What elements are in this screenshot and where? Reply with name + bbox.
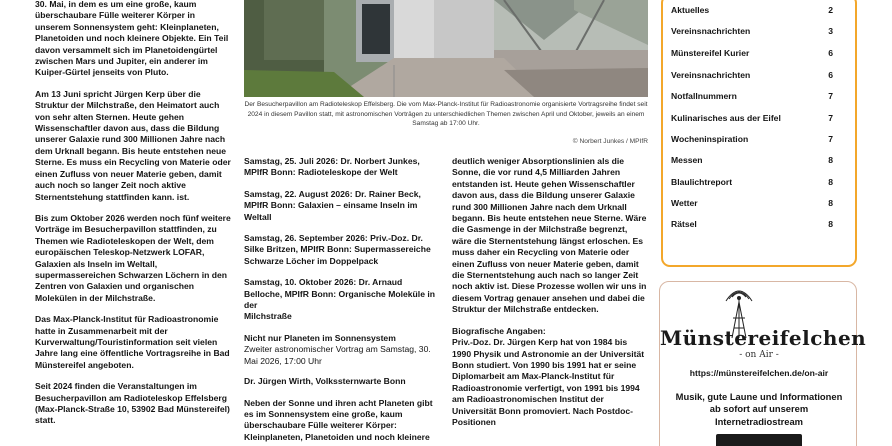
radio-tagline: - on Air - (739, 350, 779, 360)
section-title: Nicht nur Planeten im Sonnensystem (244, 332, 396, 343)
toc-item[interactable] (671, 219, 833, 229)
toc-label: Vereinsnachrichten (671, 26, 751, 36)
toc-page: 8 (828, 198, 833, 208)
toc-page: 8 (828, 219, 833, 229)
event-topic: MPIfR Bonn: Galaxien – einsame Inseln im Weltall (244, 200, 418, 222)
article-paragraph: Neben der Sonne und ihren acht Planeten gibt es im Sonnensystem eine große, kaum überschaubare Fülle weiterer Körper: Kleinplaneten, Planetoiden und noch kleinere (244, 397, 433, 442)
toc-item[interactable] (671, 155, 833, 165)
toc-item[interactable] (671, 113, 833, 123)
section-heading (244, 333, 442, 367)
toc-item[interactable] (671, 70, 833, 80)
event-topic: MPIfR Bonn: Radioteleskope der Welt (244, 167, 398, 178)
radio-logo-text: Münstereifelchen (660, 326, 867, 350)
contents-box (661, 0, 857, 267)
toc-item[interactable] (671, 5, 833, 15)
toc-label: Wetter (671, 198, 698, 208)
toc-page: 7 (828, 113, 833, 123)
event-entry (244, 189, 442, 223)
article-paragraph: 30. Mai, in dem es um eine große, kaum überschaubare Fülle weiterer Körper in unserem Sonnensystem geht: Kleinplaneten, Planetoiden und noch kleinere Objekte. Ein Teil davon versammelt sich im Planetoidengürtel zwischen Mars und Jupiter, ein anderer im Kuiper-Gürtel jenseits von Pluto. (35, 0, 229, 78)
toc-item[interactable] (671, 26, 833, 36)
article-column-left (35, 0, 233, 437)
toc-page: 7 (828, 91, 833, 101)
event-date: Samstag, 10. Oktober 2026: Dr. Arnaud Belloche, MPIfR Bonn: Organische Moleküle in der (244, 277, 435, 311)
toc-label: Vereinsnachrichten (671, 70, 751, 80)
toc-label: Rätsel (671, 219, 697, 229)
article-paragraph: deutlich weniger Absorptionslinien als die Sonne, die vor rund 4,5 Milliarden Jahren entstanden ist. Heute gehen Wissenschaftler davon aus, dass die Bildung unserer Galaxie rund 300 Millionen Jahre nach dem Urknall begann. Bis heute entstehen neue Sterne. Wäre die Gasmenge in der Milchstraße begrenzt, wäre die Sternentstehung längst erloschen. Es muss daher ein Recycling von Materie oder einen Zufluss von neuer Materie geben, damit die Sternentstehung auch nach so langer Zeit noch aktiv ist. Diese Prozesse wollen wir uns in diesem Vortrag genauer ansehen und dabei die Struktur der Milchstraße entdecken. (452, 156, 647, 315)
section-subtitle: Zweiter astronomischer Vortrag am Samstag, 30. Mai 2026, 17:00 Uhr (244, 344, 431, 366)
radio-description: Musik, gute Laune und Informationen ab sofort auf unserem Internetradiostream (675, 391, 843, 427)
toc-page: 2 (828, 5, 833, 15)
article-paragraph: Am 13 Juni spricht Jürgen Kerp über die Struktur der Milchstraße, den Heimatort auch von sehr alten Sternen. Heute gehen Wissenschaftler davon aus, dass die Bildung unserer Galaxie rund 300 Millionen Jahre nach dem Urknall begann. Bis heute entstehen neue Sterne. Es muss ein Recycling von Materie oder einen Zufluss von neuer Materie geben, damit auch noch so langer Zeit noch aktive Sternentstehung stattfinden kann. ist. (35, 88, 231, 202)
event-date: Samstag, 25. Juli 2026: Dr. Norbert Junkes, (244, 156, 420, 166)
event-entry (244, 277, 442, 323)
toc-item[interactable] (671, 198, 833, 208)
bio-text: Priv.-Doz. Dr. Jürgen Kerp hat von 1984 bis 1990 Physik und Astronomie an der Universität Bonn studiert. Von 1990 bis 1991 hat er seine Diplomarbeit am Max-Planck-Institut für Radioastronomie verfertigt, von 1991 bis 1994 am Radioastronomischen Institut der Universität Bonn promoviert. Nach Postdoc-Positionen (452, 337, 645, 427)
event-entry (244, 233, 442, 267)
radio-link[interactable]: https://münstereifelchen.de/on-air (689, 368, 829, 378)
toc-page: 6 (828, 48, 833, 58)
toc-label: Münstereifel Kurier (671, 48, 750, 58)
toc-item[interactable] (671, 134, 833, 144)
photo-caption: Der Besucherpavillon am Radioteleskop Effelsberg. Die vom Max-Planck-Institut für Radioastronomie organisierte Vortragsreihe findet seit 2024 in diesem Pavillon statt, mit astronomischen Vorträgen zu unterschiedlichen Themen zwischen April und Oktober, jeweils an einem Samstag ab 17:00 Uhr. (244, 101, 648, 128)
toc-page: 3 (828, 26, 833, 36)
event-topic: Silke Britzen, MPIfR Bonn: Supermassereiche Schwarze Löcher im Doppelpack (244, 244, 431, 266)
toc-item[interactable] (671, 48, 833, 58)
article-paragraph: Bis zum Oktober 2026 werden noch fünf weitere Vorträge im Besucherpavillon stattfinden, zu Themen wie Radioteleskopen der Welt, dem europäischen Teleskop-Netzwerk LOFAR, Galaxien als Inseln im Weltall, supermassereichen Schwarzen Löchern in den Zentren von Galaxien und organischen Molekülen in der Milchstraße. (35, 212, 231, 303)
radio-stream-button[interactable] (716, 434, 802, 446)
event-topic: Milchstraße (244, 311, 292, 322)
toc-label: Aktuelles (671, 5, 710, 15)
article-paragraph: Seit 2024 finden die Veranstaltungen im Besucherpavillon am Radioteleskop Effelsberg (Max-Planck-Straße 10, 53902 Bad Münstereifel) statt. (35, 381, 230, 426)
toc-item[interactable] (671, 177, 833, 187)
toc-page: 8 (828, 177, 833, 187)
toc-label: Wocheninspiration (671, 134, 749, 144)
toc-label: Notfallnummern (671, 91, 737, 101)
toc-label: Messen (671, 155, 703, 165)
bio-heading: Biografische Angaben: (452, 325, 546, 336)
toc-item[interactable] (671, 91, 833, 101)
radio-logo (660, 288, 867, 360)
photo-credit: © Norbert Junkes / MPIfR (572, 138, 648, 145)
event-entry (244, 156, 442, 179)
event-date: Samstag, 26. September 2026: Priv.-Doz. Dr. (244, 233, 423, 244)
toc-page: 8 (828, 155, 833, 165)
toc-label: Blaulichtreport (671, 177, 733, 187)
speaker-line: Dr. Jürgen Wirth, Volkssternwarte Bonn (244, 376, 406, 387)
visitor-pavilion-photo (244, 0, 648, 97)
toc-label: Kulinarisches aus der Eifel (671, 113, 781, 123)
toc-page: 7 (828, 134, 833, 144)
radio-advert[interactable] (659, 281, 867, 446)
article-paragraph: Das Max-Planck-Institut für Radioastronomie hatte in Zusammenarbeit mit der Kurverwaltung/Touristinformation seit vielen Jahre lang eine öffentliche Vortragsreihe in Bad Münstereifel angeboten. (35, 314, 230, 370)
toc-page: 6 (828, 70, 833, 80)
event-date: Samstag, 22. August 2026: Dr. Rainer Beck, (244, 188, 421, 199)
article-column-right (452, 156, 648, 428)
article-column-middle (244, 156, 442, 446)
